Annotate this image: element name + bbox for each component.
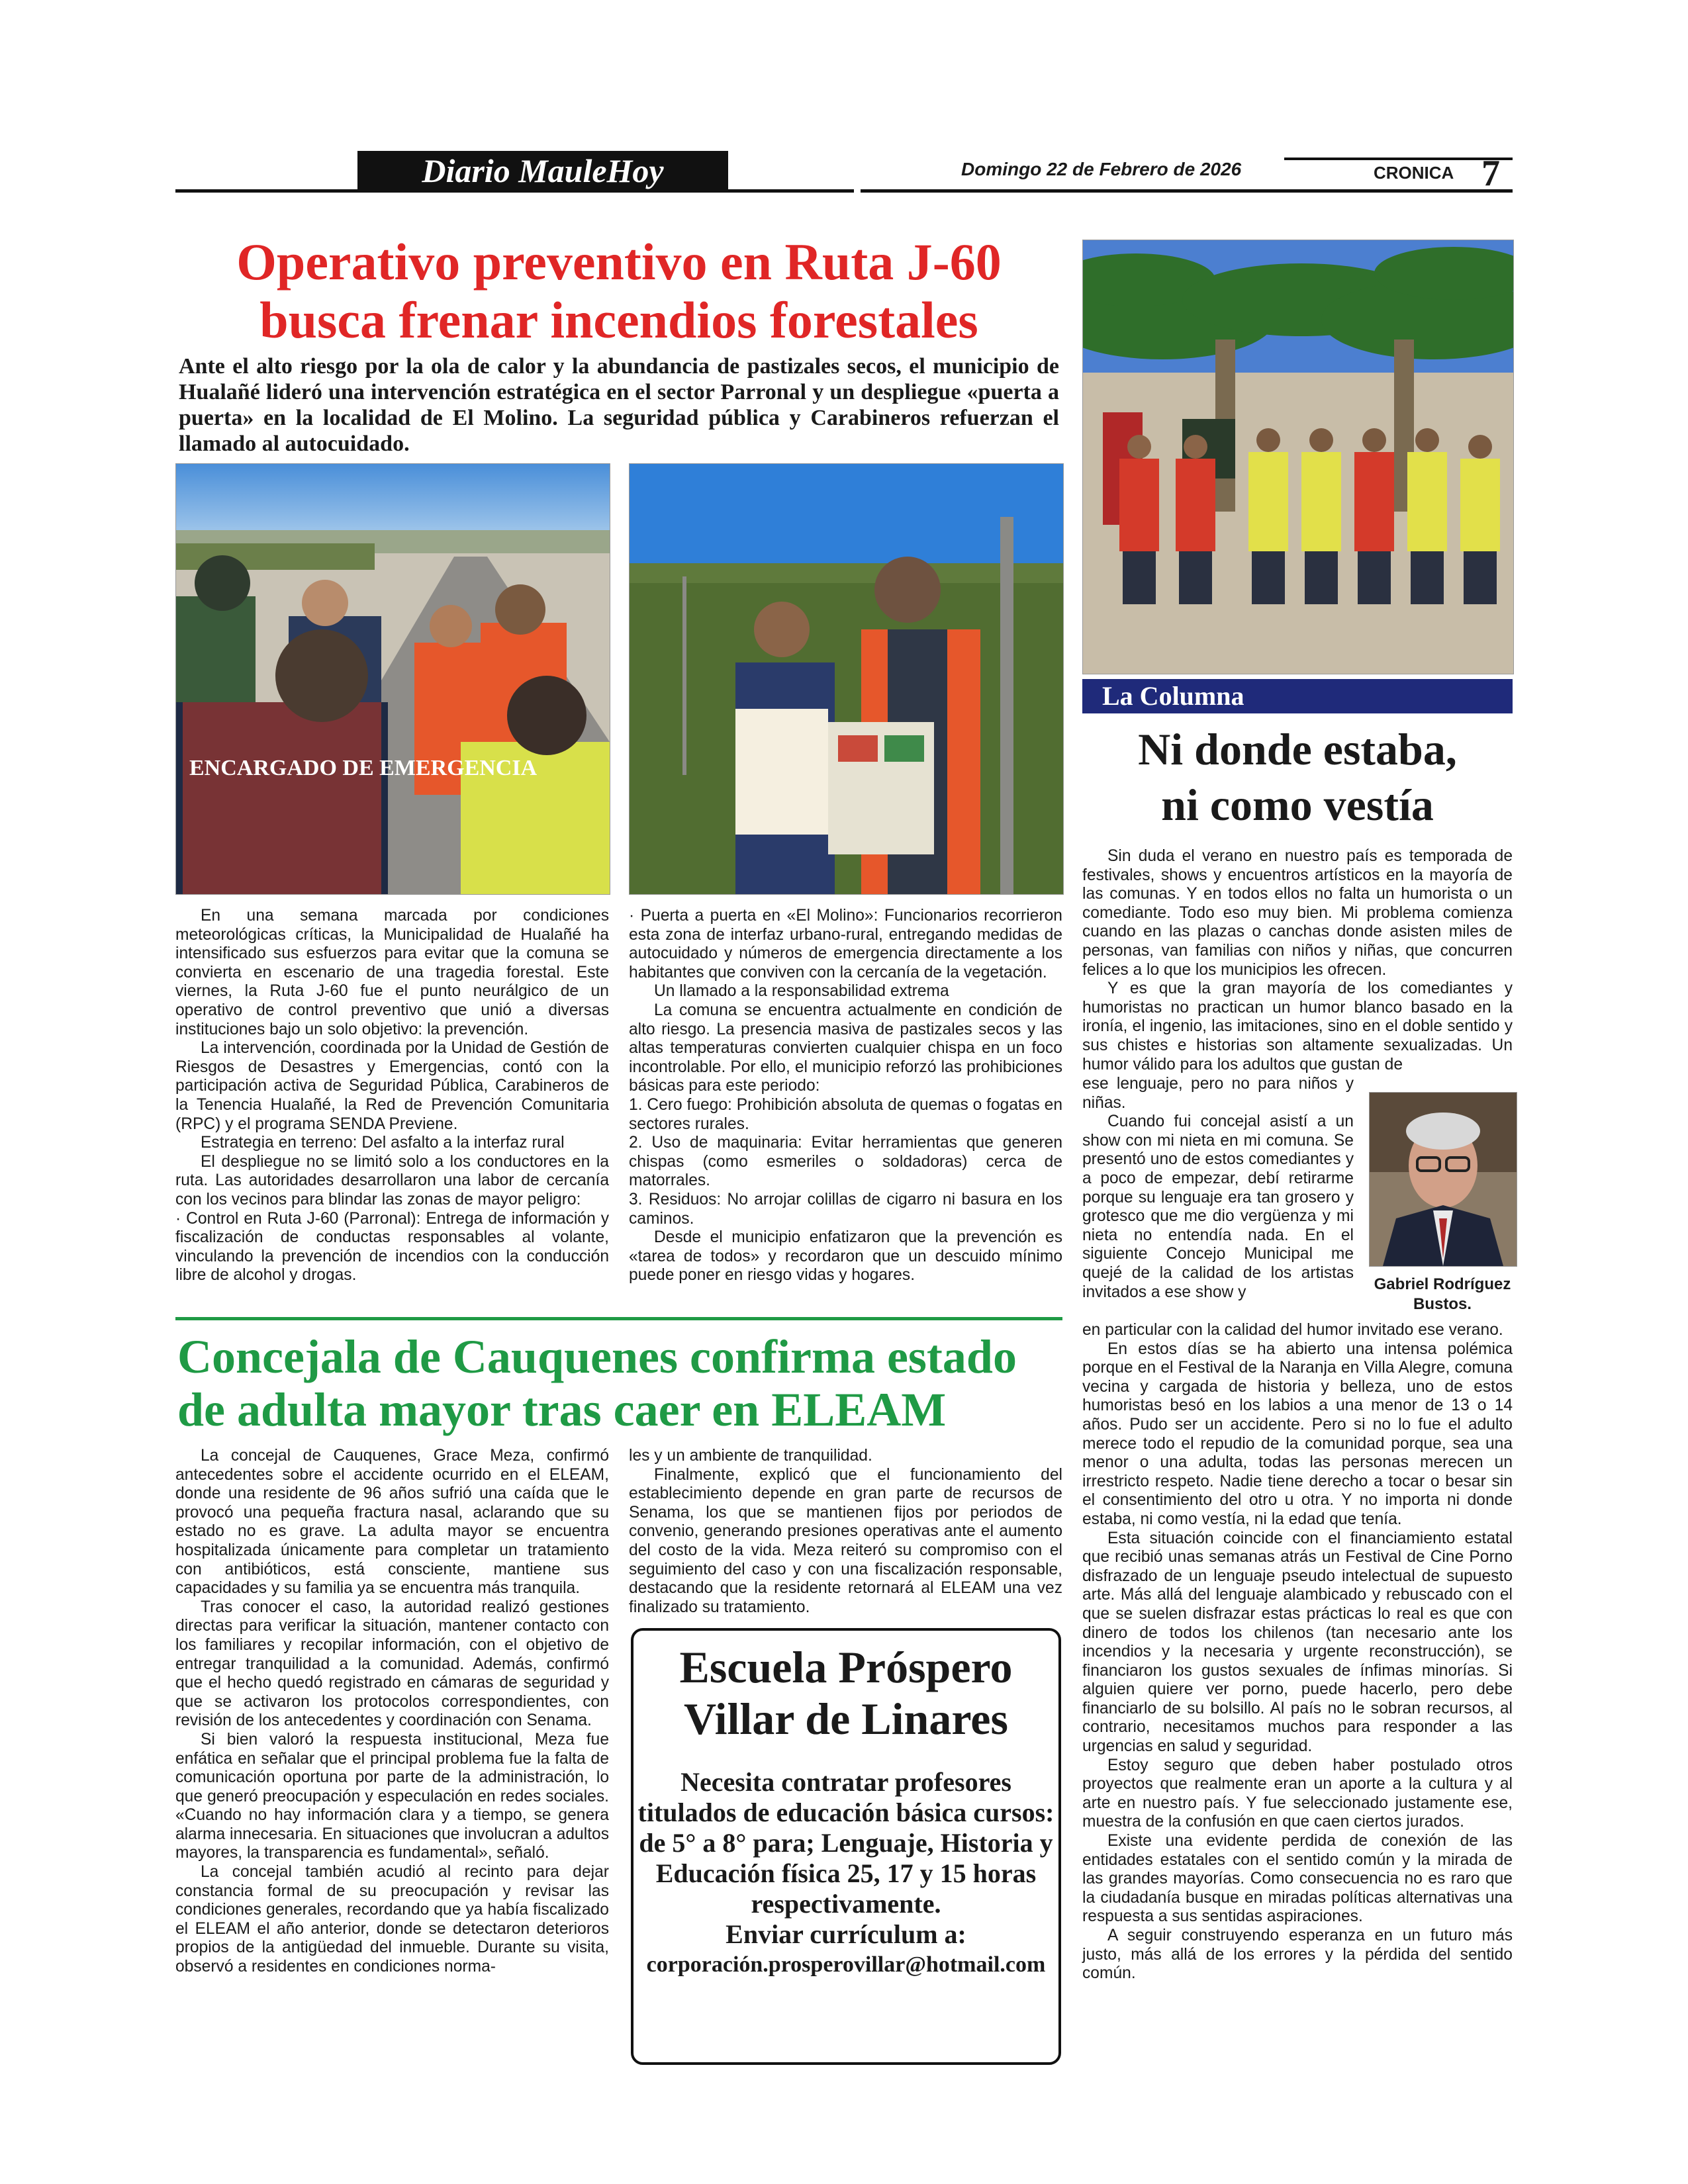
column-paragraph: A seguir construyendo esperanza en un futuro más justo, más allá de los errores y la pérdida del sentido común.	[1082, 1927, 1513, 1983]
photo-door-to-door	[629, 463, 1064, 895]
article2-paragraph: La concejal también acudió al recinto para dejar constancia formal de su preocupación y revisar las condiciones generales, recordando que ya había fiscalizado el ELEAM el año anterior, donde se detectaron deterioros propios de la antigüedad del inmueble. Durante su visita, observó a residentes en condiciones norma-	[175, 1863, 609, 1976]
column-text-bottom	[1082, 1321, 1513, 1983]
issue-date: Domingo 22 de Febrero de 2026	[961, 159, 1242, 179]
section-divider	[175, 1317, 1062, 1320]
column-paragraph: En estos días se ha abierto una intensa polémica porque en el Festival de la Naranja en Villa Alegre, comuna vecina y cargada de historia y belleza, uno de estos humoristas besó en los labios a una menor de 13 o 14 años. Pudo ser un accidente. Pero si no lo fue el adulto merece todo el repudio de la comunidad porque, sea una menor o una adulta, todas las personas merecen un irrestricto respeto. Nadie tiene derecho a tocar o besar sin el consentimiento del otro u otra. Y no importa ni donde estaba, ni como vestía, ni la edad que tenía.	[1082, 1340, 1513, 1528]
article2-paragraph: Si bien valoró la respuesta institucional, Meza fue enfática en señalar que el principal problema fue la falta de comunicación oportuna por parte de la administración, lo que generó preocupación y especulación en redes sociales. «Cuando no hay información clara y a tiempo, se genera alarma innecesaria. En situaciones que involucran a adultos mayores, la transparencia es fundamental», señaló.	[175, 1730, 609, 1862]
article1-headline: Operativo preventivo en Ruta J-60 busca frenar incendios forestales	[236, 233, 1002, 349]
author-portrait	[1369, 1092, 1517, 1267]
column-section-band: La Columna	[1082, 679, 1513, 713]
article1-subhead: Un llamado a la responsabilidad extrema	[654, 982, 949, 1001]
column-paragraph: Cuando fui concejal asistí a un show con mi nieta en mi comuna. Se presentó uno de estos comediantes y a poco de empezar, debí retirarme porque su lenguaje era tan grosero y grotesco que me dio vergüenza y mi nieta no entendía nada. En el siguiente Concejo Municipal me quejé de la calidad de los artistas invitados a ese show y	[1082, 1113, 1354, 1301]
ad-call-to-action: Enviar currículum a:	[726, 1919, 966, 1949]
article2-column-2	[629, 1447, 1062, 1617]
article1-column-1	[175, 907, 609, 1285]
column-paragraph: Existe una evidente perdida de conexión de las entidades estatales con el sentido común y la mirada de las grandes mayorías. Como consecuencia no es raro que la ciudadanía busque en miradas políticas alternativas una respuesta a sus sentidas aspiraciones.	[1082, 1832, 1513, 1926]
article1-subhead: Estrategia en terreno: Del asfalto a la interfaz rural	[201, 1134, 565, 1152]
article1-bullet: · Puerta a puerta en «El Molino»: Funcionarios recorrieron esta zona de interfaz urbano-rural, entregando medidas de autocuidado y números de emergencia directamente a los habitantes que conviven con la cercanía de la vegetación.	[629, 907, 1062, 981]
photo-roadside-control	[175, 463, 610, 895]
article1-list-item: 1. Cero fuego: Prohibición absoluta de quemas o fogatas en sectores rurales.	[629, 1095, 1062, 1133]
vest-text: ENCARGADO DE EMERGENCIA	[189, 756, 538, 780]
column-paragraph: en particular con la calidad del humor invitado ese verano.	[1082, 1321, 1503, 1339]
article2-paragraph: Finalmente, explicó que el funcionamiento del establecimiento depende en gran parte de recursos de Senama, los que se mantienen fijos por periodos de convenio, generando presiones operativas ante el aumento del costo de la vida. Meza reiteró su compromiso con el seguimiento del caso y con una fiscalización responsable, destacando que la residente retornará al ELEAM una vez finalizado su tratamiento.	[629, 1465, 1062, 1616]
masthead-logo: Diario MauleHoy	[357, 151, 728, 191]
column-paragraph: Sin duda el verano en nuestro país es temporada de festivales, shows y encuentros artísticos en la mayoría de las comunas. Y en todos ellos no falta un humorista o un comediante. Todo eso muy bien. Mi problema comienza cuando en las plazas o canchas donde asisten miles de personas, van familias con niños y niñas, que concurren felices a lo que los municipios les ofrecen.	[1082, 847, 1513, 979]
article1-paragraph: Desde el municipio enfatizaron que la prevención es «tarea de todos» y recordaron que un descuido mínimo puede poner en riesgo vidas y hogares.	[629, 1228, 1062, 1285]
column-text-top	[1082, 847, 1513, 1074]
article1-paragraph: El despliegue no se limitó solo a los conductores en la ruta. Las autoridades desarrollaron una labor de cercanía con los vecinos para blindar las zonas de mayor peligro:	[175, 1152, 609, 1208]
article1-lede: Ante el alto riesgo por la ola de calor y la abundancia de pastizales secos, el municipio de Hualañé lideró una intervención estratégica en el sector Parronal y un despliegue «puerta a puerta» en la localidad de El Molino. La seguridad pública y Carabineros refuerzan el llamado al autocuidado.	[179, 354, 1059, 456]
column-text-wrap	[1082, 1075, 1354, 1302]
column-title-line-2: ni como vestía	[1161, 780, 1434, 830]
article2-headline: Concejala de Cauquenes confirma estado de adulta mayor tras caer en ELEAM	[177, 1330, 1017, 1436]
article1-paragraph: La intervención, coordinada por la Unidad de Gestión de Riesgos de Desastres y Emergencias, contó con la participación activa de Seguridad Pública, Carabineros de la Tenencia Hualañé, la Red de Prevención Comunitaria (RPC) y el programa SENDA Previene.	[175, 1039, 609, 1133]
job-advertisement	[631, 1628, 1061, 2065]
article1-bullet: · Control en Ruta J-60 (Parronal): Entrega de información y fiscalización de conductas responsables al volante, vinculando la prevención de incendios con la conducción libre de alcohol y drogas.	[175, 1209, 609, 1285]
article2-column-1	[175, 1447, 609, 1977]
header-rule-right	[861, 189, 1513, 193]
article1-list-item: 2. Uso de maquinaria: Evitar herramientas que generen chispas (como esmeriles o soldadoras) cerca de matorrales.	[629, 1134, 1062, 1190]
header-rule-left	[175, 189, 854, 193]
article2-paragraph: les y un ambiente de tranquilidad.	[629, 1447, 872, 1465]
header-rule-top-right	[1284, 158, 1513, 160]
article1-list-item: 3. Residuos: No arrojar colillas de cigarro ni basura en los caminos.	[629, 1190, 1062, 1228]
article1-paragraph: En una semana marcada por condiciones meteorológicas críticas, la Municipalidad de Hualañé ha intensificado sus esfuerzos para evitar que la comuna se convierta en escenario de una tragedia forestal. Este viernes, la Ruta J-60 fue el punto neurálgico de un operativo de control preventivo que unió a diversas instituciones bajo un solo objetivo: la prevención.	[175, 907, 609, 1038]
column-paragraph: ese lenguaje, pero no para niños y niñas.	[1082, 1075, 1354, 1112]
column-paragraph: Estoy seguro que deben haber postulado otros proyectos que realmente eran un aporte a la cultura y al arte en nuestro país. Y fue seleccionado justamente ese, muestra de la confusión en que caen ciertos jurados.	[1082, 1756, 1513, 1831]
column-paragraph: Esta situación coincide con el financiamiento estatal que recibió unas semanas atrás un Festival de Cine Porno disfrazado de un lenguaje pseudo intelectual de supuesto arte. Más allá del lenguaje alambicado y rebuscado con el que se suelen disfrazar estas prácticas lo real es que con dinero de todos los chilenos (tan necesario ante los incendios y la necesaria y urgente reconstrucción), se financiaron los gustos sexuales de ínfimas minorías. Si alguien quiere ver porno, puede hacerlo, pero debe financiarlo de su bolsillo. Al país no le sobran recursos, al contrario, necesitamos muchos para responder a las urgencias en salud y seguridad.	[1082, 1529, 1513, 1756]
column-paragraph: Y es que la gran mayoría de los comediantes y humoristas no practican un humor blanco basado en la ironía, el ingenio, las imitaciones, sino en el doble sentido y sus chistes e historias son altamente sexualizadas. Un humor válido para los adultos que gustan de	[1082, 979, 1513, 1073]
article2-paragraph: Tras conocer el caso, la autoridad realizó gestiones directas para verificar la situación, mantener contacto con los familiares y recopilar información, con el objetivo de entregar tranquilidad a la comunidad. Además, confirmó que el hecho quedó registrado en cámaras de seguridad y que se activaron los protocolos correspondientes, con revisión de los antecedentes y coordinación con Senama.	[175, 1598, 609, 1730]
ad-email[interactable]: corporación.prosperovillar@hotmail.com	[646, 1952, 1046, 1977]
column-title-line-1: Ni donde estaba,	[1138, 724, 1457, 774]
article1-column-2	[629, 907, 1062, 1285]
article2-paragraph: La concejal de Cauquenes, Grace Meza, confirmó antecedentes sobre el accidente ocurrido en el ELEAM, donde una residente de 96 años sufrió una caída que le provocó una pequeña fractura nasal, aclarando que su estado no es grave. La adulta mayor se encuentra hospitalizada únicamente para completar un tratamiento con antibióticos, está consciente, mantiene sus capacidades y su familia ya se encuentra más tranquila.	[175, 1447, 609, 1598]
ad-school-name: Escuela Próspero Villar de Linares	[679, 1642, 1013, 1744]
page-number: 7	[1481, 153, 1500, 194]
ad-description: Necesita contratar profesores titulados de educación básica cursos: de 5° a 8° para; Lenguaje, Historia y Educación física 25, 17 y 15 horas respectivamente.	[637, 1767, 1055, 1919]
author-caption: Gabriel Rodríguez Bustos.	[1374, 1275, 1511, 1313]
section-label: CRONICA	[1374, 163, 1454, 183]
article1-paragraph: La comuna se encuentra actualmente en condición de alto riesgo. La presencia masiva de pastizales secos y las altas temperaturas convierten cualquier chispa en un foco incontrolable. Por ello, el municipio reforzó las prohibiciones básicas para este periodo:	[629, 1001, 1062, 1095]
photo-team-group	[1082, 240, 1514, 674]
